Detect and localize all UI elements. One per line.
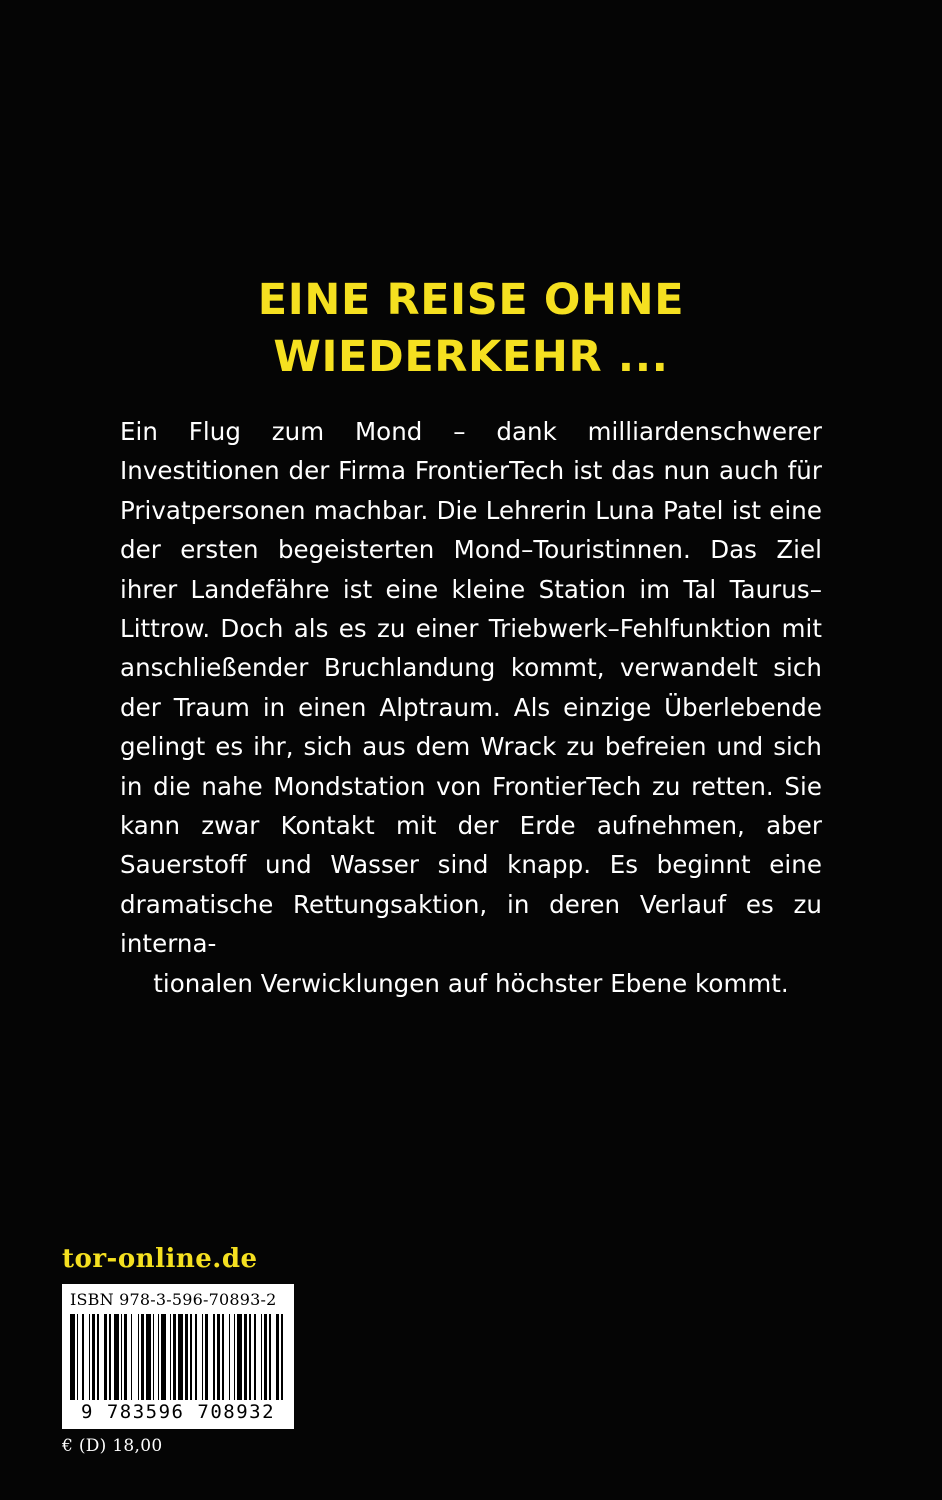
headline <box>0 272 942 386</box>
blurb-last-line: tionalen Verwicklungen auf höchster Ebene kommt. <box>153 968 789 998</box>
barcode-digits: 9 783596 708932 <box>80 1401 276 1423</box>
blurb-text <box>120 412 822 1003</box>
isbn-label: ISBN 978-3-596-70893-2 <box>70 1290 277 1309</box>
price-label: € (D) 18,00 <box>62 1436 163 1456</box>
headline-line-1: EINE REISE OHNE <box>257 275 685 325</box>
barcode-block <box>62 1284 294 1429</box>
blurb-body: Ein Flug zum Mond – dank milliardenschwerer Investitionen der Firma FrontierTech ist das nun auch für Privatpersonen machbar. Die Lehrerin Luna Patel ist eine der ersten begeisterten Mond–Touristinnen. Das Ziel ihrer Landefähre ist eine kleine Station im Tal Taurus–Littrow. Doch als es zu einer Triebwerk–Fehlfunktion mit anschließender Bruchlandung kommt, verwandelt sich der Traum in einen Alptraum. Als einzige Überlebende gelingt es ihr, sich aus dem Wrack zu befreien und sich in die nahe Mondstation von FrontierTech zu retten. Sie kann zwar Kontakt mit der Erde aufnehmen, aber Sauerstoff und Wasser sind knapp. Es beginnt eine dramatische Rettungsaktion, in deren Verlauf es zu interna- <box>120 417 822 959</box>
barcode-icon <box>70 1314 286 1400</box>
cover-footer <box>62 1244 462 1456</box>
publisher-url[interactable]: tor-online.de <box>62 1244 258 1274</box>
headline-line-2: WIEDERKEHR ... <box>273 332 669 382</box>
